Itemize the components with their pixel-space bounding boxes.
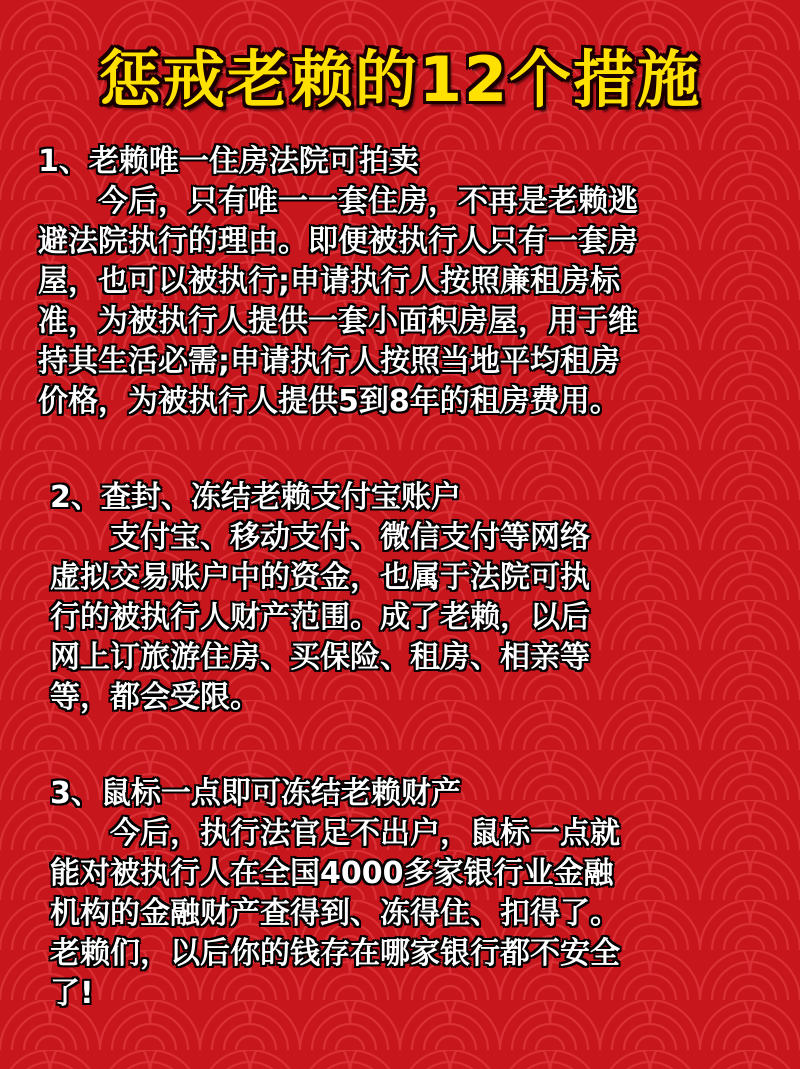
measure-3-line: 今后，执行法官足不出户，鼠标一点就 <box>110 816 620 851</box>
measure-3 <box>50 774 620 1014</box>
measure-2-line: 虚拟交易账户中的资金，也属于法院可执 <box>50 560 590 595</box>
measure-1-line: 今后，只有唯一一套住房，不再是老赖逃 <box>98 184 638 219</box>
measure-1-line: 价格，为被执行人提供5到8年的租房费用。 <box>38 384 620 419</box>
measure-1-line: 避法院执行的理由。即便被执行人只有一套房 <box>38 224 638 259</box>
measure-3-line: 能对被执行人在全国4000多家银行业金融 <box>50 856 614 891</box>
measure-3-line: 老赖们，以后你的钱存在哪家银行都不安全 <box>50 936 620 971</box>
measure-2-line: 网上订旅游住房、买保险、租房、相亲等 <box>50 640 590 675</box>
measure-1-line: 持其生活必需;申请执行人按照当地平均租房 <box>38 344 620 379</box>
page-title: 惩戒老赖的12个措施 <box>98 43 702 116</box>
measure-2-heading: 2、查封、冻结老赖支付宝账户 <box>50 480 461 515</box>
measure-3-heading: 3、鼠标一点即可冻结老赖财产 <box>50 776 461 811</box>
measure-1-line: 屋，也可以被执行;申请执行人按照廉租房标 <box>38 264 620 299</box>
measure-2-line: 支付宝、移动支付、微信支付等网络 <box>110 520 590 555</box>
measure-1-heading: 1、老赖唯一住房法院可拍卖 <box>38 144 419 179</box>
measure-2-line: 等，都会受限。 <box>50 680 260 715</box>
measure-3-line: 机构的金融财产查得到、冻得住、扣得了。 <box>50 896 620 931</box>
measure-3-line: 了! <box>50 976 94 1011</box>
measure-1 <box>38 142 638 422</box>
measure-2 <box>50 478 590 718</box>
measure-1-line: 准，为被执行人提供一套小面积房屋，用于维 <box>38 304 638 339</box>
measure-2-line: 行的被执行人财产范围。成了老赖，以后 <box>50 600 590 635</box>
